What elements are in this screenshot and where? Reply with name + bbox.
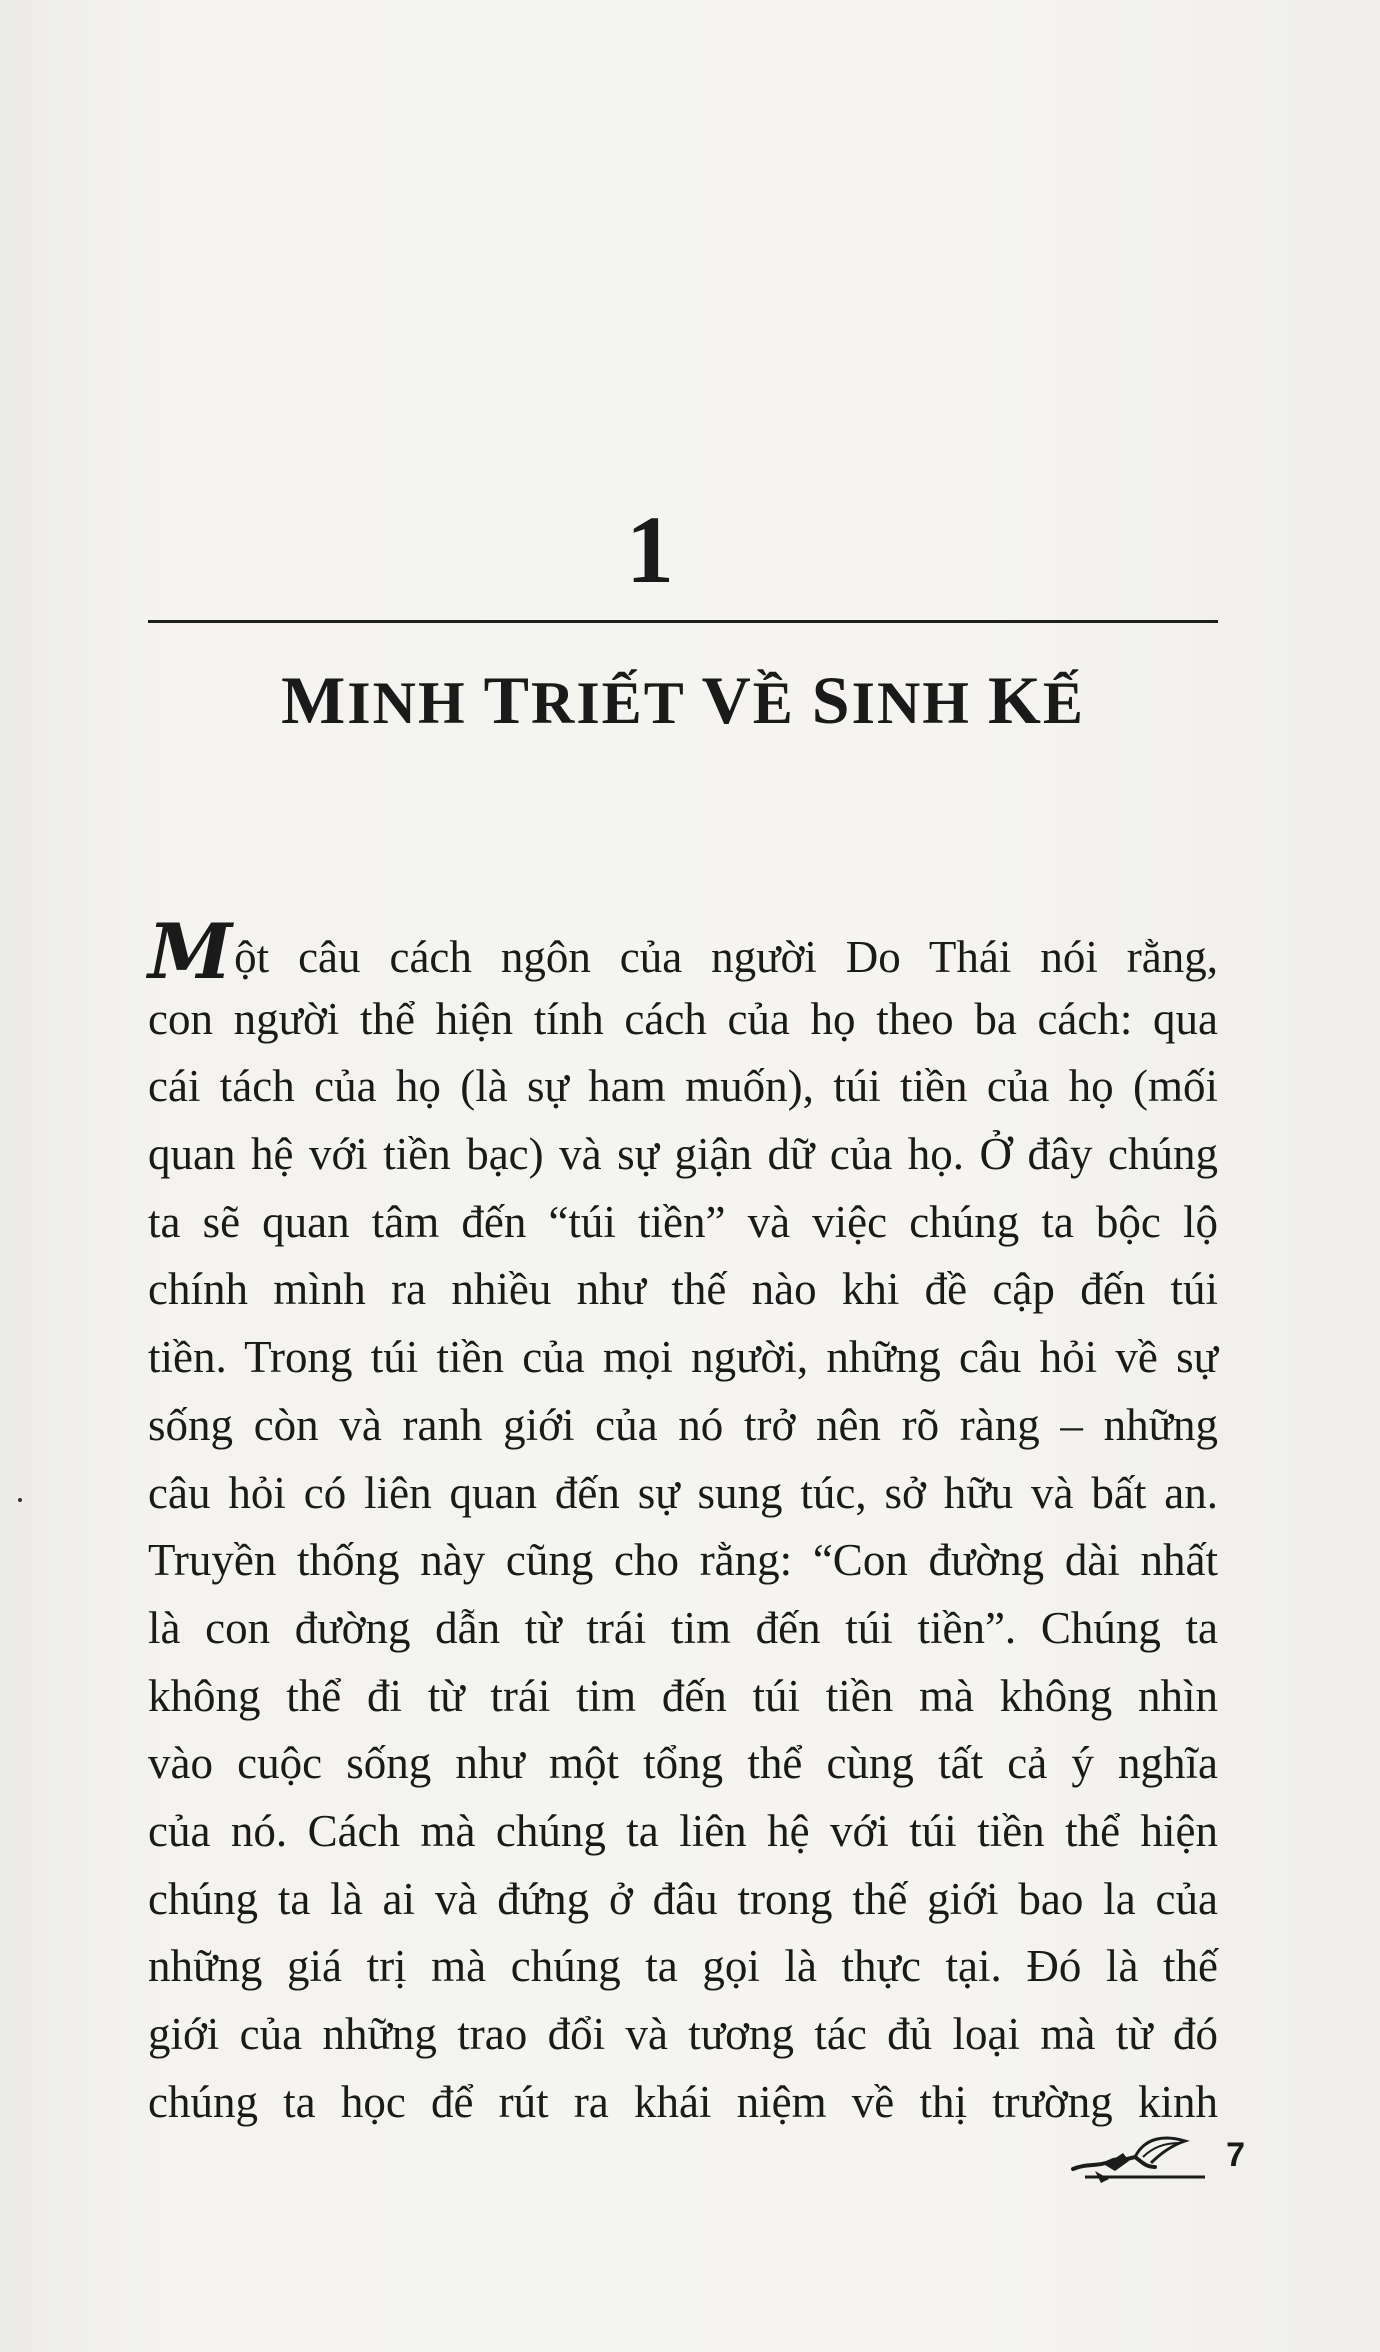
body-line: chúng ta là ai và đứng ở đâu trong thế giới bao la của [148,1873,1218,1924]
drop-cap: M [148,907,233,996]
chapter-title-initial-3: V [701,662,753,738]
body-line: những giá trị mà chúng ta gọi là thực tại. Đó là thế [148,1941,1218,1992]
body-line: Truyền thống này cũng cho rằng: “Con đường dài nhất [148,1535,1218,1586]
body-line: ta sẽ quan tâm đến “túi tiền” và việc chúng ta bộc lộ [148,1196,1218,1247]
chapter-title-initial-4: S [811,662,852,738]
body-line: cái tách của họ (là sự ham muốn), túi tiền của họ (mối [148,1061,1218,1112]
body-line: là con đường dẫn từ trái tim đến túi tiền”. Chúng ta [148,1602,1218,1653]
body-line: câu hỏi có liên quan đến sự sung túc, sở hữu và bất an. [148,1467,1218,1518]
page-number: 7 [1226,2136,1245,2174]
body-line-text: ột câu cách ngôn của người Do Thái nói rằng, [234,932,1218,982]
body-line [148,907,1218,996]
chapter-title-word-5: Ế [1042,670,1085,736]
body-line: chúng ta học để rút ra khái niệm về thị trường kinh [148,2076,1218,2127]
body-line: tiền. Trong túi tiền của mọi người, những câu hỏi về sự [148,1332,1218,1383]
chapter-title-word-1: INH [347,670,484,736]
body-line: giới của những trao đổi và tương tác đủ loại mà từ đó [148,2009,1218,2059]
body-line: không thể đi từ trái tim đến túi tiền mà không nhìn [148,1670,1218,1721]
chapter-title-initial-2: T [483,662,531,738]
chapter-title-word-4: INH [851,670,988,736]
body-line: vào cuộc sống như một tổng thể cùng tất cả ý nghĩa [148,1738,1218,1789]
body-line: của nó. Cách mà chúng ta liên hệ với túi tiền thể hiện [148,1805,1218,1856]
body-line: quan hệ với tiền bạc) và sự giận dữ của họ. Ở đây chúng [148,1129,1218,1180]
page-footer [1065,2127,1245,2187]
body-line: con người thể hiện tính cách của họ theo ba cách: qua [148,993,1218,1044]
chapter-number: 1 [626,496,674,603]
print-speck [18,1498,22,1502]
chapter-title-initial-5: K [987,662,1043,738]
quill-ornament-icon [1065,2127,1205,2187]
chapter-divider-rule [148,620,1218,623]
body-line: chính mình ra nhiều như thế nào khi đề cập đến túi [148,1264,1218,1315]
chapter-title-word-3: Ề [752,670,812,736]
chapter-title [148,655,1218,748]
body-text [148,907,1218,2136]
body-line: sống còn và ranh giới của nó trở nên rõ ràng – những [148,1399,1218,1450]
chapter-title-word-2: RIẾT [531,670,702,736]
chapter-title-initial-1: M [281,662,348,738]
